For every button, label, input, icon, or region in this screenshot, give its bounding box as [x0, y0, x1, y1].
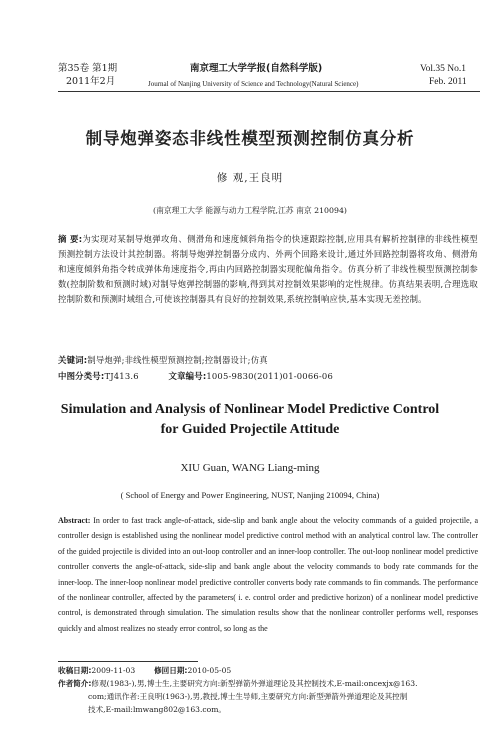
journal-name-cn: 南京理工大学学报(自然科学版) [190, 63, 323, 74]
classification-label: 中图分类号: [58, 371, 105, 381]
paper-title-en-line1: Simulation and Analysis of Nonlinear Model Predictive Control [60, 402, 440, 417]
abstract-cn-label: 摘 要: [58, 234, 83, 244]
received-label: 收稿日期: [58, 666, 92, 675]
date-en: Feb. 2011 [429, 77, 467, 87]
author-info-line3: 技术,E-mail:lmwang802@163.com。 [88, 705, 227, 714]
keywords-cn-label: 关键词: [58, 355, 88, 365]
affiliation-en: ( School of Energy and Power Engineering, NUST, Nanjing 210094, China) [120, 490, 380, 500]
author-info-line2: com;通讯作者:王良明(1963-),男,教授,博士生导师,主要研究方向:新型弹箭外弹道理论及其控制 [88, 692, 408, 701]
journal-name-en: Journal of Nanjing University of Science and Technology(Natural Science) [148, 80, 359, 88]
abstract-cn-text: 为实现对某制导炮弹攻角、侧滑角和速度倾斜角指令的快速跟踪控制,应用具有解析控制律的非线性模型预测控制方法设计其控制器。将制导炮弹控制器分成内、外两个回路来设计,通过外回路控制器将攻角、侧滑角和速度倾斜角指令转成弹体角速度指令,再由内回路控制器实现舵偏角指令。仿真分析了非线性模型预测控制参数(控制阶数和预测时域)对制导炮弹控制器的影响,得到其对控制效果影响的定性规律。仿真结果表明,合理选取控制阶数和预测时域组合,可使该控制器具有良好的控制效果,系统控制响应快,基本实现无差控制。 [58, 234, 478, 304]
footnote-author [58, 677, 478, 690]
affiliation-cn: (南京理工大学 能源与动力工程学院,江苏 南京 210094) [153, 206, 347, 215]
authors-cn: 修 观,王良明 [216, 172, 284, 184]
classification-value: TJ413.6 [104, 371, 139, 381]
paper-title-cn: 制导炮弹姿态非线性模型预测控制仿真分析 [85, 129, 415, 148]
revised-date: 2010-05-05 [187, 666, 232, 675]
keywords-cn [58, 353, 478, 368]
abstract-cn [58, 232, 478, 307]
abstract-en-text: In order to fast track angle-of-attack, side-slip and bank angle about the velocity commands of a guided projectile, a controller design is established using the nonlinear model predictive control method with an analytical control law. The controller of the guided projectile is divided into an out-loop controller and an inner-loop controller. The out-loop nonlinear model predictive controller converts the angle-of-attack, side-slip and bank angle about the velocity commands to body rate commands for the inner-loop. The inner-loop nonlinear model predictive controller converts body rate commands to fin commands. The performance of the nonlinear controller, affected by the parameters( i. e. control order and predictive horizon) of a nonlinear model predictive control, is demonstrated through simulation. The simulation results show that the nonlinear controller performs well, responses quickly and almost realizes no steady error control, so long as the [58, 516, 479, 633]
volume-issue-cn: 第35卷 第1期 [58, 63, 118, 74]
footnote-dates [58, 664, 478, 677]
date-cn: 2011年2月 [66, 76, 116, 87]
doc-number-label: 文章编号: [168, 371, 207, 381]
keywords-cn-text: 制导炮弹;非线性模型预测控制;控制器设计;仿真 [87, 355, 268, 365]
header-rule [58, 91, 480, 92]
footnote-rule [58, 661, 198, 662]
paper-title-en-line2: for Guided Projectile Attitude [160, 422, 340, 437]
classification-line [58, 369, 478, 384]
volume-issue-en: Vol.35 No.1 [420, 64, 467, 74]
abstract-en-label: Abstract: [58, 516, 91, 525]
author-info-line1: 修观(1983-),男,博士生,主要研究方向:新型弹箭外弹道理论及其控制技术,E-mail:oncexjx@163. [91, 679, 418, 688]
revised-label: 修回日期: [154, 666, 188, 675]
author-info-label: 作者简介: [58, 679, 92, 688]
received-date: 2009-11-03 [91, 666, 136, 675]
authors-en: XIU Guan, WANG Liang-ming [180, 462, 320, 474]
abstract-en [58, 513, 478, 636]
doc-number-value: 1005-9830(2011)01-0066-06 [206, 371, 333, 381]
